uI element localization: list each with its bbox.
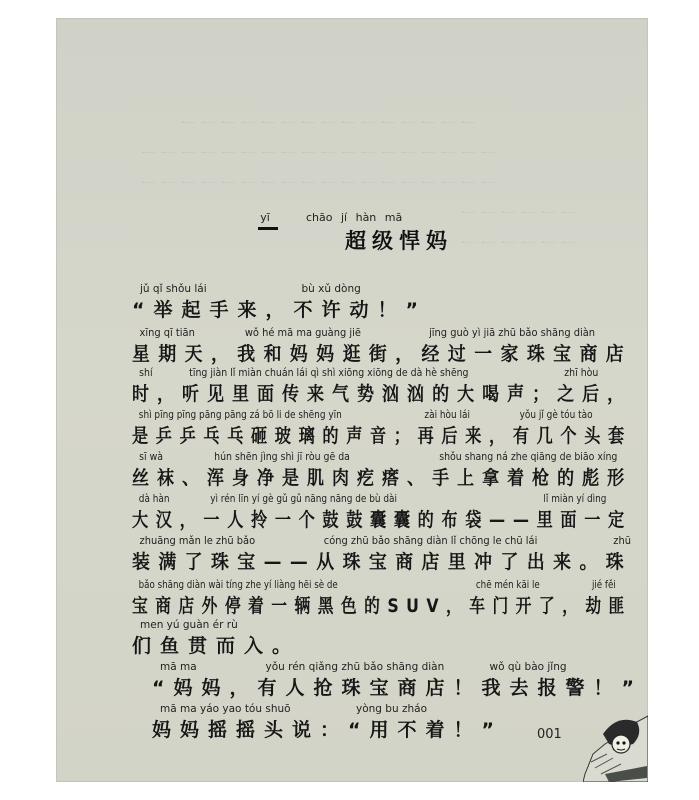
chinese-text: “用不着！” (348, 719, 503, 741)
chinese-text: 手上拿着枪的彪形 (432, 467, 633, 489)
text-segment (513, 408, 632, 449)
text-segment (207, 450, 432, 491)
text-segment (258, 660, 482, 701)
text-segment (418, 408, 513, 449)
chinese-text: 之后， (557, 383, 633, 405)
chinese-text: 有几个头套 (512, 425, 632, 447)
chinese-text: 宝商店外停着一辆黑色的SUV， (132, 595, 470, 617)
text-segment (132, 282, 294, 323)
bleed-through-text: 一一一一一一 (456, 235, 577, 253)
chinese-text: “举起手来， (132, 299, 294, 321)
chinese-text: 装满了珠宝—— (132, 551, 317, 573)
pinyin-annotation: hún shēn jìng shì jī ròu gē da (214, 451, 350, 463)
text-line (132, 326, 632, 367)
chinese-text: 从珠宝商店里冲了出来。 (316, 551, 606, 573)
text-line (132, 618, 300, 659)
text-line (132, 366, 632, 407)
text-segment (152, 660, 258, 701)
text-segment (132, 408, 418, 449)
pinyin-annotation: shǒu shang ná zhe qiāng de biāo xíng (439, 451, 618, 463)
text-segment (316, 534, 606, 575)
text-segment (132, 450, 207, 491)
text-segment (432, 450, 632, 491)
cartoon-illustration (583, 704, 648, 782)
chapter-title-pinyin: chāo jí hàn mā (306, 211, 403, 224)
text-segment (132, 534, 316, 575)
pinyin-annotation: mā ma yáo yao tóu shuō (160, 703, 291, 715)
chapter-number-pinyin: yī (260, 211, 270, 224)
pinyin-annotation: jǔ qǐ shǒu lái (140, 283, 207, 295)
chinese-text: 一人拎一个鼓鼓囊囊的布袋—— (203, 509, 537, 531)
pinyin-annotation: zhī hòu (564, 367, 599, 379)
text-line (132, 282, 427, 323)
chinese-text: 劫匪 (585, 595, 632, 617)
text-segment (422, 326, 633, 367)
bleed-through-text: 一一一一一一一一一一一一一一一一一一 (136, 175, 497, 193)
chinese-text: 浑身净是肌肉疙瘩、 (207, 467, 433, 489)
chinese-text: 车门开了， (469, 595, 586, 617)
text-line (152, 660, 643, 701)
pinyin-annotation: jié fěi (591, 579, 616, 591)
pinyin-annotation: bù xǔ dòng (301, 283, 361, 295)
pinyin-annotation: zài hòu lái (424, 409, 470, 421)
chinese-text: 珠 (605, 551, 633, 573)
text-segment (132, 326, 237, 367)
text-segment (348, 702, 503, 743)
chinese-text: “妈妈， (152, 677, 258, 699)
text-segment (132, 492, 203, 533)
book-page (56, 18, 648, 782)
pinyin-annotation: shí (139, 367, 153, 379)
chinese-text: 时， (132, 383, 183, 405)
chinese-text: 们鱼贯而入。 (132, 635, 301, 657)
chapter-number (258, 227, 278, 230)
text-segment (237, 326, 421, 367)
text-segment (585, 578, 631, 619)
text-segment (152, 702, 348, 743)
pinyin-annotation: chē mén kāi le (475, 579, 540, 591)
text-line (132, 534, 632, 575)
pinyin-annotation: yì rén līn yí gè gǔ gǔ nāng nāng de bù dài (210, 493, 397, 505)
pinyin-annotation: cóng zhū bǎo shāng diàn lǐ chōng le chū lái (323, 535, 538, 547)
text-segment (469, 578, 585, 619)
chinese-text: 大汉， (132, 509, 204, 531)
text-line (132, 408, 632, 449)
pinyin-annotation: yòng bu zháo (356, 703, 427, 715)
text-segment (182, 366, 557, 407)
pinyin-annotation: xīng qī tiān (139, 327, 195, 339)
chapter-title: 超级悍妈 (345, 229, 453, 253)
text-segment (606, 534, 632, 575)
chinese-text: 妈妈摇摇头说： (152, 719, 349, 741)
chinese-text: 我去报警！” (481, 677, 644, 699)
chinese-text: 有人抢珠宝商店！ (257, 677, 482, 699)
bleed-through-text: 一一一一一一一一一一一一一一一 (176, 115, 477, 133)
chinese-text: 不许动！” (293, 299, 427, 321)
chinese-text: 里面一定 (536, 509, 632, 531)
text-segment (203, 492, 536, 533)
text-line (132, 578, 632, 619)
bleed-through-text: 一一一一一一一一一一一一一一一一一一 (136, 145, 497, 163)
pinyin-annotation: wǒ hé mā ma guàng jiē (244, 327, 361, 339)
text-segment (294, 282, 428, 323)
pinyin-annotation: jīng guò yì jiā zhū bǎo shāng diàn (429, 327, 596, 339)
chinese-text: 丝袜、 (132, 467, 208, 489)
chinese-text: 经过一家珠宝商店 (421, 343, 633, 365)
text-segment (557, 366, 632, 407)
text-line (132, 450, 632, 491)
pinyin-annotation: shì pīng pīng pāng pāng zá bō li de shēng yīn (138, 409, 342, 421)
pinyin-annotation: lǐ miàn yí dìng (543, 493, 607, 505)
bleed-through-text: 一一一一一一 (456, 205, 577, 223)
chinese-text: 再后来， (417, 425, 513, 447)
text-segment (132, 366, 182, 407)
pinyin-annotation: yǒu jǐ gè tóu tào (519, 409, 593, 421)
pinyin-annotation: men yú guàn ér rù (140, 619, 238, 631)
text-segment (132, 578, 469, 619)
chinese-text: 我和妈妈逛街， (237, 343, 422, 365)
pinyin-annotation: tīng jiàn lǐ miàn chuán lái qì shì xiōng xiōng de dà hè shēng (189, 367, 469, 379)
chinese-text: 是乒乒乓乓砸玻璃的声音； (132, 425, 418, 447)
pinyin-annotation: wǒ qù bào jǐng (489, 661, 567, 673)
pinyin-annotation: yǒu rén qiǎng zhū bǎo shāng diàn (265, 661, 445, 673)
pinyin-annotation: zhū (613, 535, 632, 547)
pinyin-annotation: zhuāng mǎn le zhū bǎo (139, 535, 256, 547)
text-segment (132, 618, 300, 659)
chinese-text: 星期天， (132, 343, 238, 365)
text-line (152, 702, 503, 743)
pinyin-annotation: mā ma (160, 661, 197, 673)
text-line (132, 492, 632, 533)
pinyin-annotation: sī wà (139, 451, 164, 463)
pinyin-annotation: dà hàn (138, 493, 170, 505)
pinyin-annotation: bǎo shāng diàn wài tíng zhe yí liàng hēi sè de (138, 579, 338, 591)
text-segment (482, 660, 644, 701)
text-segment (537, 492, 632, 533)
page-number: 001 (537, 727, 562, 742)
chinese-text: 听见里面传来气势汹汹的大喝声； (182, 383, 558, 405)
